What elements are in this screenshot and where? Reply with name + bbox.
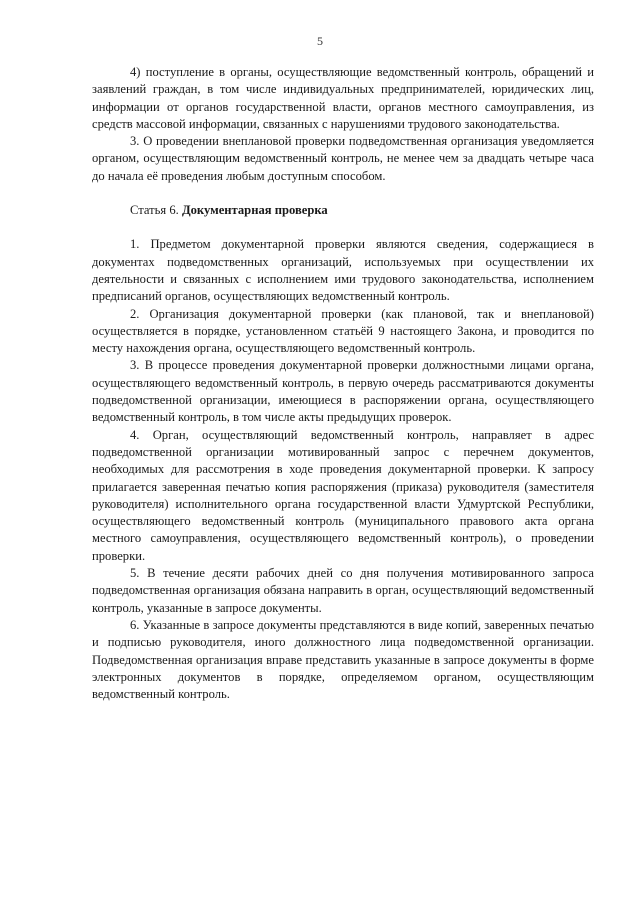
spacer <box>92 219 594 236</box>
article6-paragraph-3: 3. В процессе проведения документарной проверки должностными лицами органа, осуществляющего ведомственный контроль, в первую очередь рассматриваются документы подведомственной организации, имеющиеся в распоряжении органа, осуществляющего ведомственный контроль, в том числе акты предыдущих проверок. <box>92 358 594 425</box>
article6-paragraph-5: 5. В течение десяти рабочих дней со дня получения мотивированного запроса подведомственная организация обязана направить в орган, осуществляющий ведомственный контроль, указанные в запросе документы. <box>92 566 594 615</box>
article6-prefix: Статья 6. <box>130 203 179 218</box>
article5-item-4: 4) поступление в органы, осуществляющие ведомственный контроль, обращений и заявлений граждан, в том числе индивидуальных предпринимателей, юридических лиц, информации от органов государственной власти, органов местного самоуправления, из средств массовой информации, связанных с нарушениями трудового законодательства. <box>92 65 594 131</box>
article6-paragraph-1: 1. Предметом документарной проверки являются сведения, содержащиеся в документах подведомственных организаций, используемых при осуществлении их деятельности и связанных с исполнением ими трудового законодательства, исполнением предписаний органов, осуществляющих ведомственный контроль. <box>92 237 594 304</box>
article6-paragraph-2: 2. Организация документарной проверки (как плановой, так и внеплановой) осуществляется в порядке, установленном статьёй 9 настоящего Закона, и проводится по месту нахождения органа, осуществляющего ведомственный контроль. <box>92 306 594 356</box>
article6-title: Документарная проверка <box>181 203 328 218</box>
article6-paragraph-6: 6. Указанные в запросе документы представляются в виде копий, заверенных печатью и подписью руководителя, иного должностного лица подведомственной организации. Подведомственная организация вправе представить указанные в запросе документы в форме электронных документов в порядке, определяемом органом, осуществляющим ведомственный контроль. <box>92 617 594 702</box>
article6-heading <box>92 202 594 219</box>
spacer <box>92 185 594 202</box>
article5-item-3: 3. О проведении внеплановой проверки подведомственная организация уведомляется органом, осуществляющим ведомственный контроль, не менее чем за двадцать четыре часа до начала её проведения любым доступным способом. <box>92 134 594 183</box>
page-number: 5 <box>317 34 323 48</box>
document-body <box>92 64 594 703</box>
article6-paragraph-4: 4. Орган, осуществляющий ведомственный контроль, направляет в адрес подведомственной организации мотивированный запрос с перечнем документов, необходимых для рассмотрения в ходе проведения документарной проверки. К запросу прилагается заверенная печатью копия распоряжения (приказа) руководителя (заместителя руководителя) исполнительного органа государственной власти Удмуртской Республики, осуществляющего ведомственный контроль (муниципального правового акта органа местного самоуправления, осуществляющего ведомственный контроль), о проведении проверки. <box>92 427 594 563</box>
